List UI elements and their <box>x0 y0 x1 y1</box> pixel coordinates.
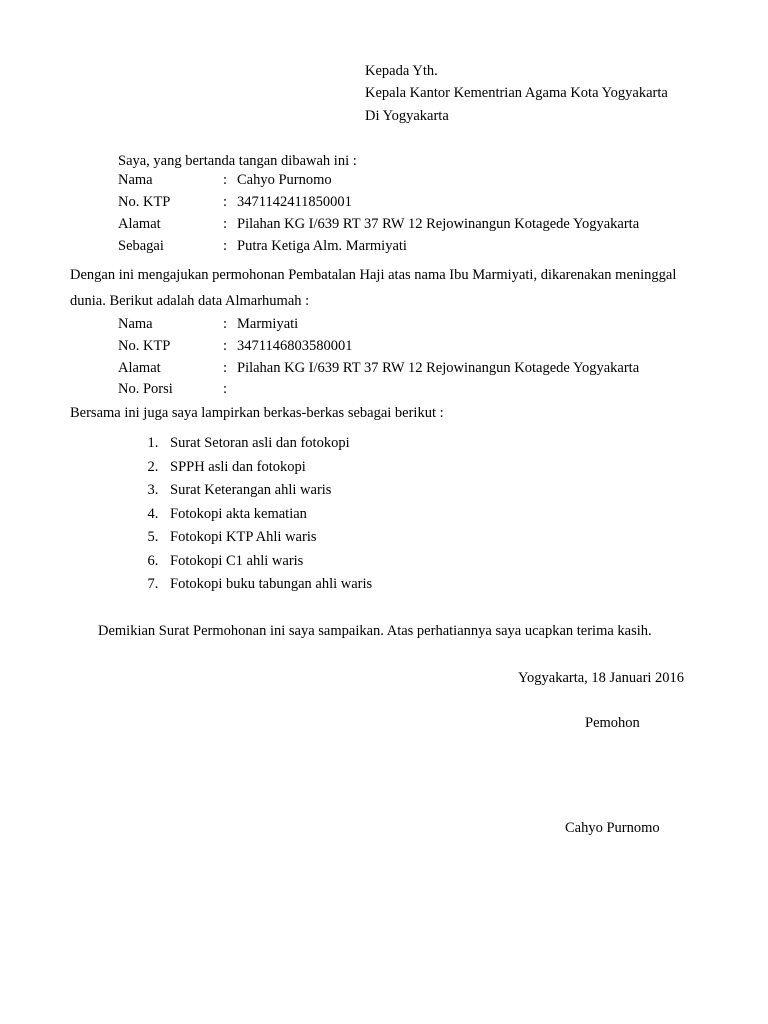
field-colon: : <box>223 194 228 211</box>
field-colon: : <box>223 359 228 376</box>
field-colon: : <box>223 215 228 232</box>
field-colon: : <box>223 172 228 189</box>
field-label: Alamat <box>118 359 161 376</box>
table-row <box>118 358 639 380</box>
intro-text: Saya, yang bertanda tangan dibawah ini : <box>118 153 357 170</box>
field-value: Pilahan KG I/639 RT 37 RW 12 Rejowinangun Kotagede Yogyakarta <box>237 359 640 376</box>
field-label: No. KTP <box>118 194 171 211</box>
table-row <box>118 379 639 401</box>
table-row <box>118 336 639 358</box>
addressee-block <box>365 60 698 127</box>
signer-role: Pemohon <box>585 714 640 731</box>
request-paragraph: Dengan ini mengajukan permohonan Pembatalan Haji atas nama Ibu Marmiyati, dikarenakan meninggal dunia. Berikut adalah data Almarhumah : <box>70 267 677 309</box>
attachments-list <box>70 432 698 596</box>
field-value: Marmiyati <box>237 316 299 333</box>
signer-name: Cahyo Purnomo <box>565 819 660 836</box>
field-label: No. Porsi <box>118 381 173 398</box>
field-colon: : <box>223 316 228 333</box>
field-value: Pilahan KG I/639 RT 37 RW 12 Rejowinangun Kotagede Yogyakarta <box>237 215 640 232</box>
field-colon: : <box>223 381 228 398</box>
table-row <box>118 236 639 258</box>
list-item: 6. Fotokopi C1 ahli waris <box>162 550 698 573</box>
field-label: Alamat <box>118 215 161 232</box>
field-colon: : <box>223 337 228 354</box>
field-value: 3471146803580001 <box>237 337 353 354</box>
field-label: Sebagai <box>118 237 164 254</box>
attachments-intro: Bersama ini juga saya lampirkan berkas-berkas sebagai berikut : <box>70 405 444 422</box>
field-label: No. KTP <box>118 337 171 354</box>
list-item: 2. SPPH asli dan fotokopi <box>162 456 698 479</box>
deceased-details-table <box>118 314 639 401</box>
addressee-line-1: Kepada Yth. <box>365 63 438 79</box>
applicant-details-table <box>118 170 639 257</box>
field-label: Nama <box>118 172 153 189</box>
addressee-line-2: Kepala Kantor Kementrian Agama Kota Yogyakarta <box>365 85 668 102</box>
field-value: 3471142411850001 <box>237 194 352 211</box>
list-item: 4. Fotokopi akta kematian <box>162 503 698 526</box>
addressee-line-3: Di Yogyakarta <box>365 107 449 124</box>
table-row <box>118 214 639 236</box>
table-row <box>118 314 639 336</box>
place-and-date: Yogyakarta, 18 Januari 2016 <box>518 669 685 686</box>
field-value: Putra Ketiga Alm. Marmiyati <box>237 237 407 254</box>
field-label: Nama <box>118 316 153 333</box>
field-value: Cahyo Purnomo <box>237 172 332 189</box>
field-colon: : <box>223 237 228 254</box>
closing-paragraph: Demikian Surat Permohonan ini saya sampaikan. Atas perhatiannya saya ucapkan terima kasih. <box>98 622 652 639</box>
list-item: 7. Fotokopi buku tabungan ahli waris <box>162 573 698 596</box>
list-item: 1. Surat Setoran asli dan fotokopi <box>162 432 698 455</box>
field-value <box>237 379 639 401</box>
table-row <box>118 170 639 192</box>
list-item: 5. Fotokopi KTP Ahli waris <box>162 526 698 549</box>
list-item: 3. Surat Keterangan ahli waris <box>162 479 698 502</box>
table-row <box>118 192 639 214</box>
